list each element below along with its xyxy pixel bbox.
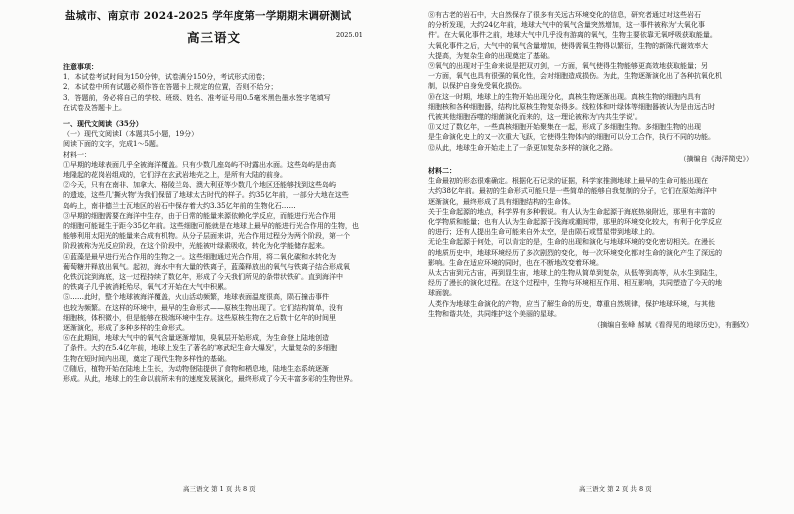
passage-line: ⑫从此，地球生命开始走上了一条更加复杂多样的演化之路。	[428, 143, 617, 152]
passage-line: 从太古宙到元古宙，再到显生宙，地球上的生物从简单到复杂，从低等到高等，从水生到陆生，	[428, 269, 722, 278]
passage-line: ②今天，只有在南非、加拿大、格陵兰岛、澳大利亚等少数几个地区还能够找到这些岛屿	[63, 181, 336, 190]
passage-line: 阶段被称为光反应阶段，在这个阶段中，光能被叶绿素吸收，转化为化学能储存起来。	[63, 242, 329, 251]
source-note: （摘编自《海洋简史》）	[679, 154, 753, 163]
passage-line: ④蓝藻是最早进行光合作用的生物之一。这些细胞通过光合作用，将二氧化碳和水转化为	[63, 252, 336, 261]
passage-line: 代被其他细胞吞噬的细菌演化而来的，这一理论被称为'内共生学说'。	[428, 113, 642, 122]
passage-line: 了条件。大约在5.4亿年前，地球上发生了著名的'寒武纪生命大爆发'，大量复杂的多细胞	[63, 344, 337, 353]
passage-line: 无论生命起源于何处，可以肯定的是，生命的出现和演化与地球环境的变化密切相关。在漫长	[428, 238, 715, 247]
passage-line: 地隆起的花岗岩组成的，它们浮在玄武岩地壳之上，是所有大陆的前身。	[63, 171, 287, 180]
notes-list	[63, 72, 385, 113]
passage-line: ③早期的细胞需要在海洋中生存，由于日常的能量来源依赖化学反应，而能进行光合作用	[63, 211, 336, 220]
passage-line: ①早期的地球表面几乎全被海洋覆盖。只有少数几座岛屿不时露出水面。这些岛屿是由高	[63, 160, 336, 169]
instruction-text: 阅读下面的文字，完成1～5题。	[63, 140, 163, 149]
passage-line: 大提高，为复杂生命的出现奠定了基础。	[428, 51, 554, 60]
note-item: 3．答题前，务必将自己的学校、班级、姓名、准考证号用0.5毫米黑色墨水签字笔填写	[63, 93, 331, 102]
subsection-heading: （一）现代文阅读Ⅰ（本题共5小题，19分）	[63, 130, 199, 139]
passage-line: 生命最初的形态很难确定。根据化石记录的证据，科学家推测地球上最早的生命可能出现在	[428, 177, 708, 186]
passage-line: ⑥在此期间，地球大气中的氧气含量逐渐增加，臭氧层开始形成，为生命登上陆地创造	[63, 334, 329, 343]
note-item: 2．本试卷中所有试题必须作答在答题卡上规定的位置，否则不给分；	[63, 83, 278, 92]
passage-line: 也较为频繁。在这样的环境中，最早的生命形式——原核生物出现了。它们结构简单，没有	[63, 303, 343, 312]
passage-line: 经历了漫长的演化过程。在这个过程中，生物与环境相互作用、相互影响，共同塑造了今天的地	[428, 279, 722, 288]
passage-line: ⑩在这一时期，地球上的生物开始出现分化，真核生物逐渐出现。真核生物的细胞内具有	[428, 92, 701, 101]
exam-header	[0, 0, 394, 60]
passage-line: 的细胞可能诞生于距今35亿年前。这些细胞可能就是在地球上最早的能进行光合作用的生物，也	[63, 222, 359, 231]
note-item: 1．本试卷考试时间为150分钟，试卷满分150分，考试形式闭卷；	[63, 73, 270, 82]
passage-line: 关于生命起源的地点，科学界有多种假说。有人认为生命起源于海底热泉附近，那里有丰富的	[428, 207, 715, 216]
right-column	[428, 10, 753, 462]
reading-passage	[63, 160, 385, 384]
passage-line: 大氧化事件之后，大气中的氧气含量增加，使得需氧生物得以繁衍，生物的新陈代谢效率大	[428, 41, 708, 50]
left-column	[63, 60, 385, 480]
passage-line: 逐渐演化，最终形成了具有细胞结构的生命体。	[428, 197, 575, 206]
passage-line: 的分析发现，大约24亿年前，地球大气中的氧气含量突然增加，这一事件被称为'大氧化事	[428, 21, 705, 30]
passage-line: ⑨氧气的出现对于生命来说是把双刃剑，一方面，氧气使得生物能够更高效地获取能量；另	[428, 62, 708, 71]
passage-line: 影响。生命在适应环境的同时，也在不断地改变着环境。	[428, 258, 603, 267]
exam-subject: 高三语文	[187, 30, 242, 45]
section-heading: 一、现代文阅读（35分）	[63, 119, 143, 129]
passage-line: 细胞核和各种细胞器，结构比原核生物复杂得多。线粒体和叶绿体等细胞器被认为是由远古时	[428, 102, 715, 111]
passage-line: 化铁沉淀到海底，这一过程持续了数亿年，形成了今天我们所见的条带状铁矿。直到海洋中	[63, 273, 343, 282]
passage-line: ⑪又过了数亿年，一些真核细胞开始聚集在一起，形成了多细胞生物。多细胞生物的出现	[428, 123, 701, 132]
exam-title: 盐城市、南京市 2024-2025 学年度第一学期期末调研测试	[65, 10, 352, 22]
passage-line: 形成。从此，地球上的生命以前所未有的速度发展演化，最终形成了今天丰富多彩的生物世界。	[63, 375, 357, 384]
passage-line: 人类作为地球生命演化的产物，应当了解生命的历史，尊重自然规律，保护地球环境，与其他	[428, 299, 715, 308]
passage-line: 能够利用太阳光的能量来合成有机物。从分子层面来讲，光合作用过程分为两个阶段，第一个	[63, 232, 350, 241]
passage-line: ⑤……此时，整个地球被海洋覆盖，火山活动频繁，地球表面温度很高，陨石撞击事件	[63, 293, 329, 302]
passage-line: 球面貌。	[428, 289, 456, 298]
passage-line: 的地质历史中，地球环境经历了多次剧烈的变化，每一次环境变化都对生命的演化产生了深远的	[428, 248, 722, 257]
passage-line: ⑧有古老的岩石中，大自然保存了很多有关远古环境变化的信息，研究者通过对这些岩石	[428, 11, 701, 19]
passage-line: 的进行；还有人提出生命可能来自外太空，是由陨石或彗星带到地球上的。	[428, 228, 659, 237]
reading-passage-continued	[428, 10, 753, 153]
passage-line: 生物和谐共处，共同维护这个美丽的星球。	[428, 309, 561, 318]
source-note-2: （摘编自张峰 郝斌《看得见的地球历史》，有删改）	[593, 321, 753, 330]
passage-line: 是生命演化史上的又一次重大飞跃，它使得生物体内的细胞可以分工合作，执行不同的功能。	[428, 133, 715, 142]
passage-line: 生物在短时间内出现，奠定了现代生物多样性的基础。	[63, 354, 231, 363]
passage-line: 逐渐演化，形成了多种多样的生命形式。	[63, 324, 189, 333]
notes-heading: 注意事项：	[63, 62, 98, 71]
passage-line: 细胞核，体积微小，但是能够在极端环境中生存。这些原核生物在之后数十亿年的时间里	[63, 313, 336, 322]
material-label: 材料一：	[63, 150, 91, 159]
passage-line: 岛屿上，南非德兰士瓦地区的岩石中保存着大约3.35亿年前的生物化石……	[63, 201, 296, 210]
passage-line: 制，以保护自身免受氧化损伤。	[428, 82, 526, 91]
passage-line: 化学物质和能量；也有人认为生命起源于浅海或潮间带，那里的环境变化较大，有利于化学反应	[428, 218, 722, 227]
page-footer-left: 高三语文 第 1 页 共 8 页	[183, 485, 256, 493]
reading-passage-2	[428, 176, 753, 319]
passage-line: 的遗迹，这些几'撕火物'为我们保留了地球太古时代的样子。约35亿年前，一部分大地在这些	[63, 191, 349, 200]
passage-line: 一方面，氧气也具有很强的氧化性，会对细胞造成损伤。为此，生物逐渐演化出了各种抗氧化机	[428, 72, 722, 81]
page-footer-right: 高三语文 第 2 页 共 8 页	[579, 485, 652, 493]
passage-line: ⑦随后，植物开始在陆地上生长，为动物登陆提供了食物和栖息地，陆地生态系统逐渐	[63, 364, 329, 373]
note-item: 在试卷及答题卡上。	[63, 103, 126, 112]
material-label-2: 材料二：	[428, 166, 456, 176]
passage-line: 葡萄糖并释放出氧气。起初，海水中有大量的铁离子，蓝藻释放出的氧气与铁离子结合形成氧	[63, 262, 350, 271]
exam-date: 2025.01	[336, 31, 363, 39]
passage-line: 大约38亿年前。最初的生命形式可能只是一些简单的能够自我复制的分子，它们在原始海洋中	[428, 187, 717, 196]
passage-line: 的铁离子几乎被消耗殆尽，氧气才开始在大气中积累。	[63, 283, 231, 292]
passage-line: 件'。在大氧化事件之前，地球大气中几乎没有游离的氧气，生物主要依靠无氧呼吸获取能量。	[428, 31, 717, 40]
